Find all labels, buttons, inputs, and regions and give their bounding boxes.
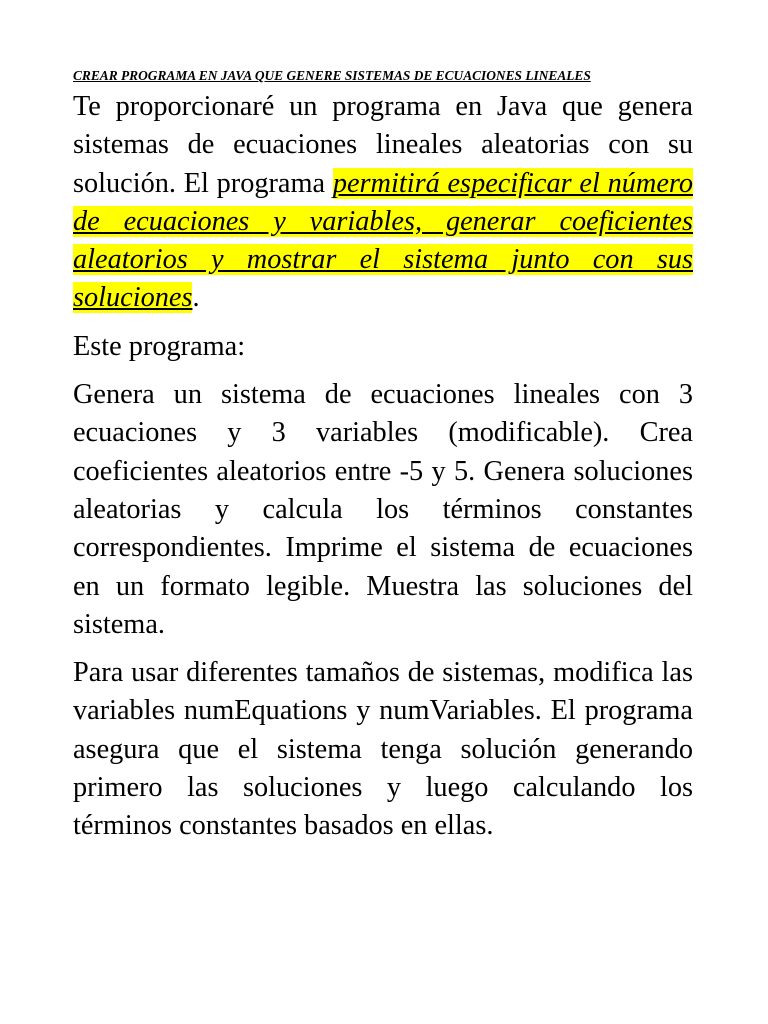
intro-paragraph: [73, 88, 693, 318]
program-description-paragraph: Genera un sistema de ecuaciones lineales con 3 ecuaciones y 3 variables (modificable). Crea coeficientes aleatorios entre -5 y 5. Genera soluciones aleatorias y calcula los términos constantes correspondientes. Imprime el sistema de ecuaciones en un formato legible. Muestra las soluciones del sistema.: [73, 379, 693, 640]
usage-paragraph: Para usar diferentes tamaños de sistemas, modifica las variables numEquations y numVariables. El programa asegura que el sistema tenga solución generando primero las soluciones y luego calculando los términos constantes basados en ellas.: [73, 657, 693, 842]
highlighted-text: permitirá especificar el número de ecuaciones y variables, generar coeficientes aleatorios y mostrar el sistema junto con sus soluciones: [73, 167, 693, 314]
intro-period: .: [192, 282, 200, 314]
document-page: [73, 68, 693, 856]
document-title: CREAR PROGRAMA EN JAVA QUE GENERE SISTEMAS DE ECUACIONES LINEALES: [73, 68, 591, 83]
program-heading-paragraph: Este programa:: [73, 330, 246, 362]
intro-text: Te proporcionaré un programa en Java que genera sistemas de ecuaciones lineales aleatorias con su solución. El programa: [73, 91, 693, 199]
